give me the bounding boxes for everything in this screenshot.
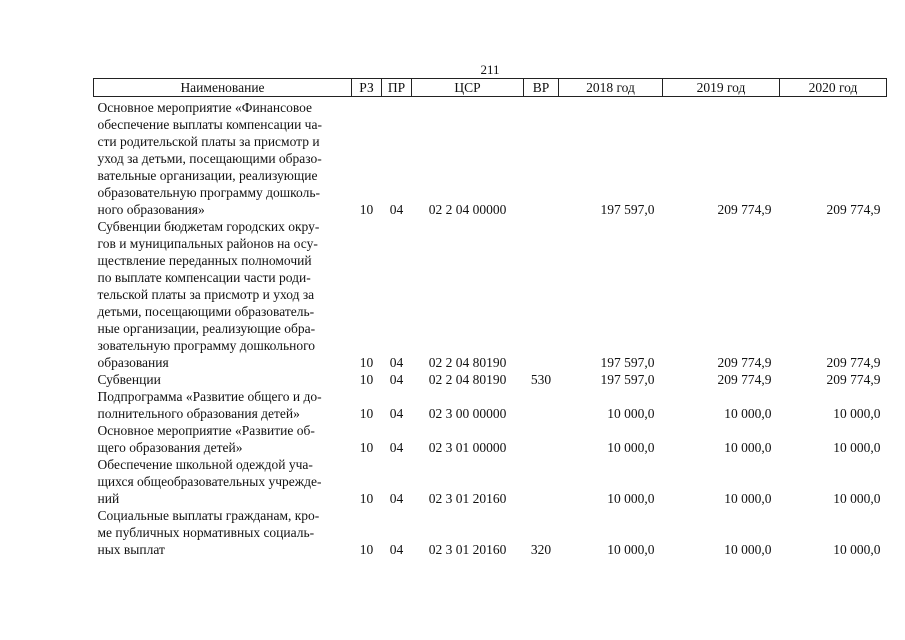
row-2019: 10 000,0 [724, 542, 772, 557]
row-rz: 10 [359, 202, 374, 217]
row-vr: 530 [530, 372, 552, 387]
row-pr: 04 [389, 440, 404, 455]
row-rz: 10 [359, 491, 374, 506]
row-2020: 10 000,0 [833, 406, 881, 421]
row-2018: 197 597,0 [600, 372, 655, 387]
row-name: Основное мероприятие «Развитие об- щего образования детей» [97, 423, 315, 455]
row-2019: 209 774,9 [717, 372, 772, 387]
row-pr: 04 [389, 491, 404, 506]
table-row [94, 218, 887, 371]
row-csr: 02 2 04 00000 [428, 202, 507, 217]
row-name: Социальные выплаты гражданам, кро- ме публичных нормативных социаль- ных выплат [97, 508, 320, 557]
row-vr [524, 218, 559, 371]
row-vr [524, 456, 559, 507]
row-pr: 04 [389, 542, 404, 557]
table-row [94, 507, 887, 558]
row-2018: 10 000,0 [607, 542, 655, 557]
row-2019: 209 774,9 [717, 202, 772, 217]
row-2018: 10 000,0 [607, 491, 655, 506]
header-rz: РЗ [352, 79, 382, 97]
row-2020: 10 000,0 [833, 440, 881, 455]
header-2018: 2018 год [559, 79, 663, 97]
row-2020: 209 774,9 [826, 202, 881, 217]
row-csr: 02 3 01 20160 [428, 491, 507, 506]
row-name: Субвенции бюджетам городских окру- гов и муниципальных районов на осу- ществление переданных полномочий по выплате компенсации части роди- тельской платы за присмотр и уход за детьми, посещающими образователь- ные организации, реализующие обра- зовательную программу дошкольного образования [97, 219, 320, 370]
header-2020: 2020 год [780, 79, 887, 97]
header-pr: ПР [382, 79, 412, 97]
row-2020: 10 000,0 [833, 542, 881, 557]
row-2020: 209 774,9 [826, 355, 881, 370]
row-vr [524, 388, 559, 422]
row-rz: 10 [359, 542, 374, 557]
row-2020: 10 000,0 [833, 491, 881, 506]
row-pr: 04 [389, 406, 404, 421]
row-name: Субвенции [97, 372, 161, 387]
row-2019: 209 774,9 [717, 355, 772, 370]
row-csr: 02 3 01 00000 [428, 440, 507, 455]
row-2018: 197 597,0 [600, 355, 655, 370]
row-2019: 10 000,0 [724, 440, 772, 455]
row-pr: 04 [389, 202, 404, 217]
budget-table [93, 78, 887, 558]
table-header-row [94, 79, 887, 97]
row-vr: 320 [530, 542, 552, 557]
row-2018: 10 000,0 [607, 406, 655, 421]
row-csr: 02 2 04 80190 [428, 372, 507, 387]
row-vr [524, 422, 559, 456]
row-2018: 10 000,0 [607, 440, 655, 455]
row-rz: 10 [359, 406, 374, 421]
row-csr: 02 3 00 00000 [428, 406, 507, 421]
table-row [94, 456, 887, 507]
row-name: Подпрограмма «Развитие общего и до- полнительного образования детей» [97, 389, 322, 421]
row-rz: 10 [359, 355, 374, 370]
table-row [94, 371, 887, 388]
row-pr: 04 [389, 372, 404, 387]
row-name: Обеспечение школьной одеждой уча- щихся общеобразовательных учрежде- ний [97, 457, 322, 506]
row-csr: 02 2 04 80190 [428, 355, 507, 370]
row-2020: 209 774,9 [826, 372, 881, 387]
row-csr: 02 3 01 20160 [428, 542, 507, 557]
row-2018: 197 597,0 [600, 202, 655, 217]
row-2019: 10 000,0 [724, 491, 772, 506]
row-name: Основное мероприятие «Финансовое обеспечение выплаты компенсации ча- сти родительской платы за присмотр и уход за детьми, посещающими образо- вательные организации, реализующие образовательную программу дошколь- ного образования» [97, 100, 322, 217]
header-2019: 2019 год [663, 79, 780, 97]
row-rz: 10 [359, 372, 374, 387]
header-vr: ВР [524, 79, 559, 97]
page-number: 211 [480, 62, 500, 77]
table-row [94, 388, 887, 422]
table-row [94, 99, 887, 218]
row-vr [524, 99, 559, 218]
row-rz: 10 [359, 440, 374, 455]
row-pr: 04 [389, 355, 404, 370]
row-2019: 10 000,0 [724, 406, 772, 421]
header-csr: ЦСР [412, 79, 524, 97]
table-row [94, 422, 887, 456]
header-name: Наименование [94, 79, 352, 97]
